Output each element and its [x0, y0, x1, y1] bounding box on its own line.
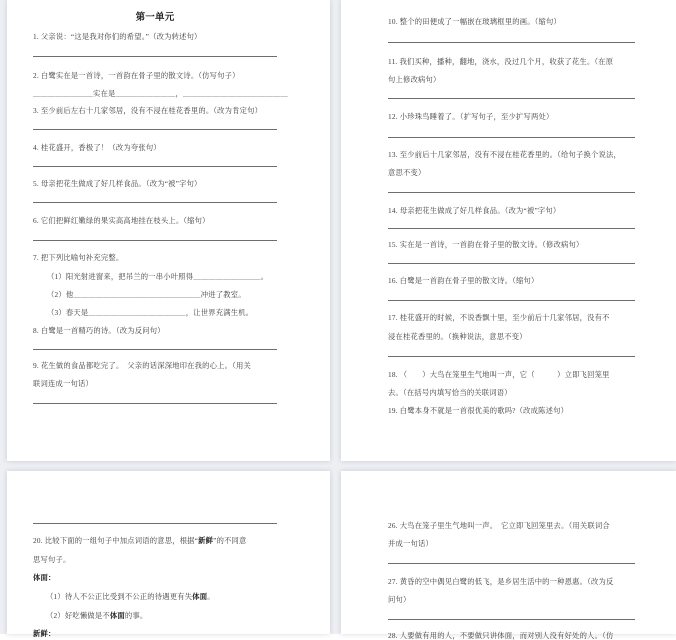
question-text	[33, 326, 277, 335]
question-text	[388, 112, 635, 121]
answer-line	[388, 263, 635, 264]
question-text	[388, 332, 635, 341]
emphasized-word: 新鲜	[198, 536, 214, 545]
question-text	[33, 290, 277, 299]
question-text	[33, 308, 277, 317]
text-segment: 6. 它们把鲜红嫩绿的果实高高地挂在枝头上。（缩句）	[33, 216, 210, 225]
emphasized-word: 新鲜：	[33, 629, 56, 638]
question-text	[388, 521, 635, 530]
text-segment: 思写句子。	[33, 555, 71, 564]
text-segment: 18. （ ）大鸟在笼里生气地叫一声，它（ ）立即飞回笼里	[388, 370, 610, 379]
text-segment: 19. 白鹭本身不就是一首很优美的歌吗?（改成陈述句）	[388, 406, 569, 415]
text-segment: 20. 比较下面的一组句子中加点词语的意思，根据“	[33, 536, 199, 545]
answer-line	[33, 403, 277, 404]
text-segment: 联词连成一句话）	[33, 379, 93, 388]
text-segment: 10. 整个的田便成了一幅嵌在玻璃框里的画。（缩句）	[388, 17, 562, 26]
question-text	[33, 629, 277, 638]
text-segment: 意思不变）	[388, 168, 426, 177]
question-text	[388, 206, 635, 215]
question-text	[388, 276, 635, 285]
text-segment: 11. 我们买种，播种，翻地，浇水，没过几个月，收获了花生。（在原	[388, 57, 614, 66]
text-segment: ＿＿＿＿＿＿＿＿实在是＿＿＿＿＿＿＿＿，＿＿＿＿＿＿＿＿＿＿＿＿＿＿	[33, 89, 288, 98]
question-text	[388, 240, 635, 249]
emphasized-word: 体面	[192, 592, 208, 601]
answer-line	[388, 192, 635, 193]
question-text	[388, 370, 635, 379]
text-segment: 并成一句话）	[388, 539, 433, 548]
text-segment: 8. 白鹭是一首精巧的诗。（改为反问句）	[33, 326, 165, 335]
text-segment: 16. 白鹭是一首韵在骨子里的散文诗。（缩句）	[388, 276, 539, 285]
question-text	[33, 253, 277, 262]
text-segment: 问句）	[388, 595, 411, 604]
text-segment: 3. 至少前后左右十几家邻居，没有不浸在桂花香里的。（改为肯定句）	[33, 106, 263, 115]
question-text	[388, 57, 635, 66]
question-text	[388, 17, 635, 26]
text-segment: 1. 父亲说：“这是我对你们的希望。”（改为转述句）	[33, 32, 202, 41]
worksheet-page-4[interactable]	[341, 471, 676, 640]
answer-line	[33, 202, 277, 203]
answer-line	[388, 42, 635, 43]
question-text	[33, 573, 277, 582]
question-text	[388, 168, 635, 177]
emphasized-word: 体面：	[33, 573, 56, 582]
text-segment: 15. 实在是一首诗，一首韵在骨子里的散文诗。（修改病句）	[388, 240, 584, 249]
emphasized-word: 体面	[109, 611, 125, 620]
text-segment: 2. 白鹭实在是一首诗，一首韵在骨子里的散文诗。（仿写句子）	[33, 71, 240, 80]
question-text	[33, 611, 277, 620]
question-text	[33, 106, 277, 115]
answer-line	[388, 563, 635, 564]
question-text	[388, 388, 635, 397]
question-text	[388, 150, 635, 159]
question-text	[33, 555, 277, 564]
worksheet-page-3[interactable]	[7, 471, 330, 638]
text-segment: 9. 花生做的食品都吃完了。 父亲的话深深地印在我的心上。（用关	[33, 361, 252, 370]
question-text	[33, 179, 277, 188]
text-segment: 7. 把下列比喻句补充完整。	[33, 253, 124, 262]
answer-line	[33, 240, 277, 241]
question-text	[33, 536, 277, 545]
text-segment: 的事。	[124, 611, 148, 620]
text-segment: 26. 大鸟在笼子里生气地叫一声。 它立即飞回笼里去。（用关联词合	[388, 521, 610, 530]
question-text	[388, 75, 635, 84]
question-text	[388, 313, 635, 322]
text-segment: 14. 母亲把花生做成了好几样食品。（改为“被”字句）	[388, 206, 561, 215]
text-segment: 去。（在括号内填写恰当的关联词语）	[388, 388, 512, 397]
text-segment: 第一单元	[135, 13, 175, 23]
answer-line	[33, 523, 277, 524]
question-text	[33, 379, 277, 388]
answer-line	[33, 129, 277, 130]
question-text	[388, 577, 635, 586]
text-segment: 17. 桂花盛开的时候，不说香飘十里，至少前后十几家邻居，没有不	[388, 313, 610, 322]
text-segment: （3）春天是＿＿＿＿＿＿＿＿＿＿＿＿＿，让世界充满生机。	[47, 308, 254, 317]
question-text	[33, 71, 277, 80]
section-title	[33, 14, 277, 23]
text-segment: 句上修改病句）	[388, 75, 441, 84]
text-segment: 。	[207, 592, 215, 601]
answer-line	[388, 228, 635, 229]
question-text	[33, 361, 277, 370]
text-segment: （1）阳光射进窗来，把吊兰的一串小叶照得＿＿＿＿＿＿＿＿＿。	[47, 272, 269, 281]
text-segment: （2）好吃懒做是不	[46, 611, 110, 620]
question-text	[33, 216, 277, 225]
answer-line	[33, 166, 277, 167]
answer-line	[388, 356, 635, 357]
text-segment: 浸在桂花香里的。（换种说法，意思不变）	[388, 332, 527, 341]
worksheet-page-2[interactable]	[341, 0, 676, 461]
answer-line	[33, 56, 277, 57]
text-segment: ”的不同意	[213, 536, 247, 545]
text-segment: （2）他＿＿＿＿＿＿＿＿＿＿＿＿＿＿＿＿＿冲进了教室。	[47, 290, 246, 299]
worksheet-page-1[interactable]	[7, 0, 330, 461]
question-text	[388, 539, 635, 548]
text-segment: 4. 桂花盛开，香极了！（改为夸张句）	[33, 143, 161, 152]
text-segment: 5. 母亲把花生做成了好几样食品。（改为“被”字句）	[33, 179, 202, 188]
question-text	[388, 595, 635, 604]
text-segment: 12. 小珍珠鸟睡着了。（扩写句子，至少扩写两处）	[388, 112, 554, 121]
question-text	[33, 272, 277, 281]
question-text	[33, 89, 288, 98]
text-segment: 13. 至少前后十几家邻居，没有不浸在桂花香里的。（给句子换个说法，	[388, 150, 621, 159]
question-text	[388, 406, 635, 415]
text-segment: （1）待人不公正比受到不公正的待遇更有失	[46, 592, 193, 601]
question-text	[388, 631, 635, 640]
text-segment: 28. 人要做有用的人，不要做只讲体面，而对别人没有好处的人。（仿	[388, 631, 614, 640]
question-text	[33, 32, 277, 41]
text-segment: 27. 黄昏的空中偶见白鹭的低飞，是乡居生活中的一种恩惠。（改为反	[388, 577, 614, 586]
answer-line	[33, 349, 277, 350]
answer-line	[388, 137, 635, 138]
answer-line	[388, 619, 635, 620]
question-text	[33, 592, 277, 601]
answer-line	[388, 300, 635, 301]
answer-line	[388, 98, 635, 99]
question-text	[33, 143, 277, 152]
